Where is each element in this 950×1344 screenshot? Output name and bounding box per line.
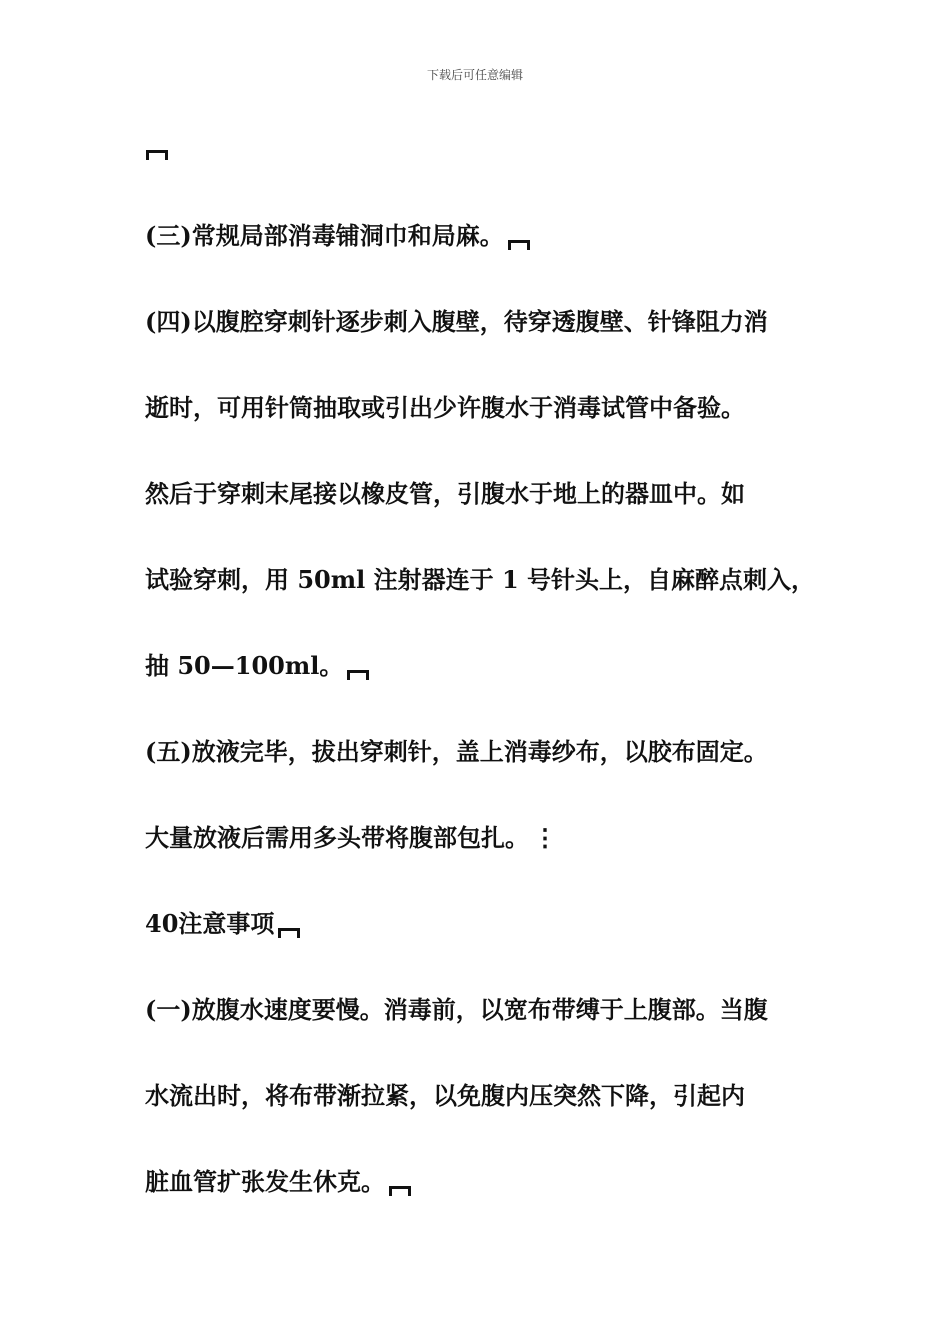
line-text: 大量放液后需用多头带将腹部包扎。 [145, 823, 529, 852]
line-text: 脏血管扩张发生休克。 [145, 1167, 385, 1196]
text-line [145, 1167, 411, 1197]
text-line [145, 1081, 745, 1111]
line-text: 逝时，可用针筒抽取或引出少许腹水于消毒试管中备验。 [145, 393, 745, 422]
text-line [145, 307, 768, 337]
line-text: (四)以腹腔穿刺针逐步刺入腹壁，待穿透腹壁、针锋阻力消 [145, 307, 768, 336]
text-line [145, 737, 768, 767]
line-text: (三)常规局部消毒铺洞巾和局麻。 [145, 221, 504, 250]
paragraph-mark-icon [508, 240, 530, 250]
colon-mark-icon: ⋮ [533, 823, 557, 852]
paragraph-mark-icon [146, 150, 168, 160]
line-text: 试验穿刺，用 50ml 注射器连于 1 号针头上，自麻醉点刺入， [145, 565, 816, 594]
paragraph-mark-icon [278, 928, 300, 938]
line-text: 水流出时，将布带渐拉紧，以免腹内压突然下降，引起内 [145, 1081, 745, 1110]
line-text: 然后于穿刺末尾接以橡皮管，引腹水于地上的器皿中。如 [145, 479, 745, 508]
text-line [145, 651, 369, 681]
line-text: 40注意事项 [145, 909, 275, 938]
text-line [145, 565, 815, 595]
page-header: 下载后可任意编辑 [426, 68, 523, 82]
line-text: 抽 50—100ml。 [145, 651, 344, 680]
line-text: (五)放液完毕，拔出穿刺针，盖上消毒纱布，以胶布固定。 [145, 737, 768, 766]
paragraph-mark-icon [347, 670, 369, 680]
paragraph-mark-icon [389, 1186, 411, 1196]
text-line [145, 479, 745, 509]
text-line [145, 221, 530, 251]
section-heading [145, 909, 300, 939]
text-line [145, 995, 768, 1025]
text-line [145, 393, 745, 423]
line-text: (一)放腹水速度要慢。消毒前，以宽布带缚于上腹部。当腹 [145, 995, 768, 1024]
text-line [145, 823, 557, 853]
